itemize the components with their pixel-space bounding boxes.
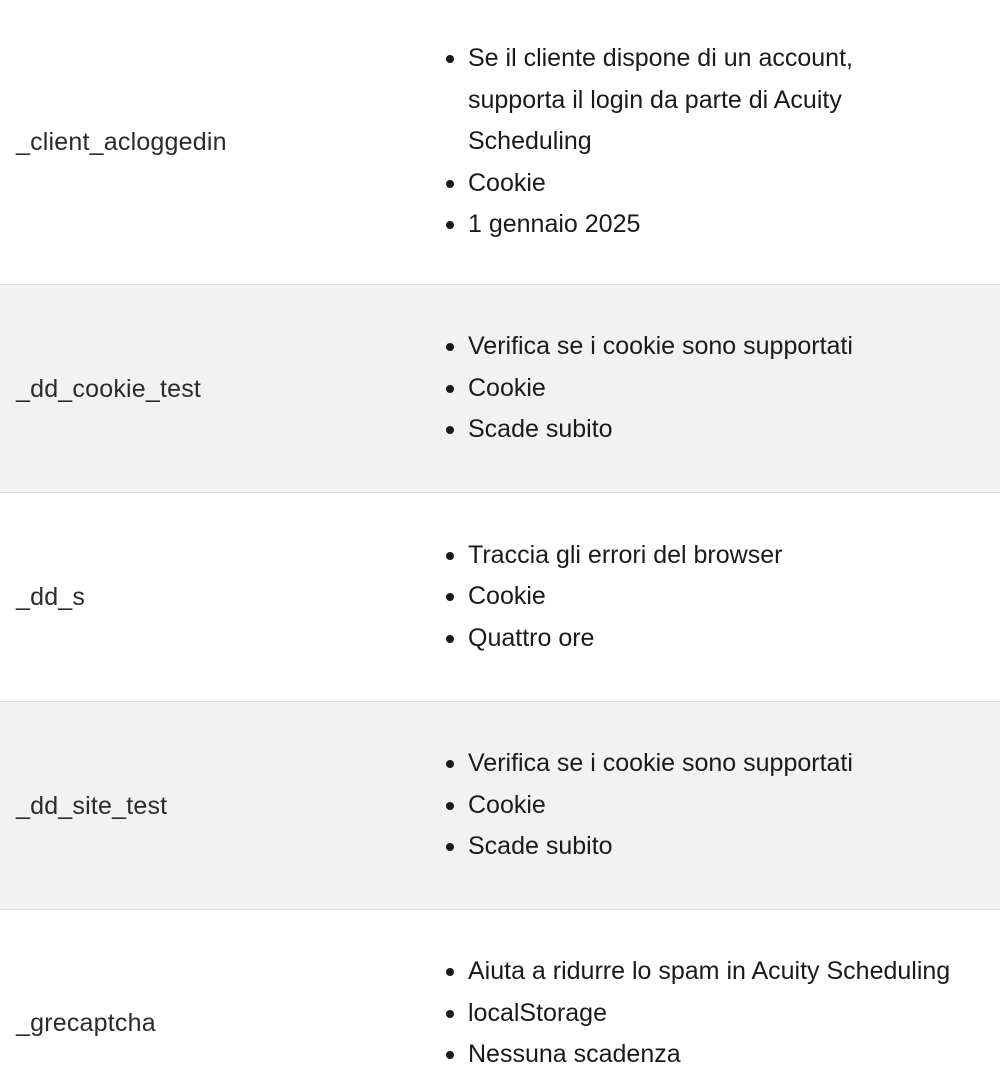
cookie-purpose: Traccia gli errori del browser <box>446 535 1000 577</box>
cookie-name: _client_acloggedin <box>16 128 227 156</box>
cookie-name: _dd_cookie_test <box>16 374 202 403</box>
cookie-details <box>430 743 1000 868</box>
cookie-expiry: Nessuna scadenza <box>446 1034 1000 1076</box>
cookie-details-list <box>446 326 1000 451</box>
cookie-purpose: Se il cliente dispone di un account, supporta il login da parte di Acuity Scheduling <box>446 38 908 163</box>
cookie-details-list <box>446 535 1000 660</box>
cookie-details <box>430 326 1000 451</box>
cookie-purpose: Verifica se i cookie sono supportati <box>446 743 1000 785</box>
table-row <box>0 0 1000 284</box>
cookie-details <box>430 535 1000 660</box>
cookie-details <box>430 38 1000 246</box>
cookie-purpose: Verifica se i cookie sono supportati <box>446 326 1000 368</box>
table-row <box>0 284 1000 493</box>
cookie-type: Cookie <box>446 368 1000 410</box>
cookie-details-list <box>446 38 1000 246</box>
cookie-details-list <box>446 743 1000 868</box>
table-row <box>0 910 1000 1084</box>
cookie-type: Cookie <box>446 576 1000 618</box>
cookie-type: localStorage <box>446 993 1000 1035</box>
table-row <box>0 493 1000 701</box>
cookie-name: _grecaptcha <box>16 1009 156 1037</box>
cookie-expiry: Quattro ore <box>446 618 1000 660</box>
cookie-details <box>430 910 1000 1076</box>
cookie-name: _dd_s <box>16 583 86 611</box>
cookie-type: Cookie <box>446 163 1000 205</box>
cookie-name: _dd_site_test <box>16 791 168 820</box>
cookie-expiry: Scade subito <box>446 826 1000 868</box>
cookie-purpose: Aiuta a ridurre lo spam in Acuity Scheduling <box>446 951 1000 993</box>
cookie-expiry: 1 gennaio 2025 <box>446 204 1000 246</box>
table-row <box>0 701 1000 910</box>
cookie-expiry: Scade subito <box>446 409 1000 451</box>
cookie-type: Cookie <box>446 785 1000 827</box>
cookie-details-list <box>446 951 1000 1076</box>
